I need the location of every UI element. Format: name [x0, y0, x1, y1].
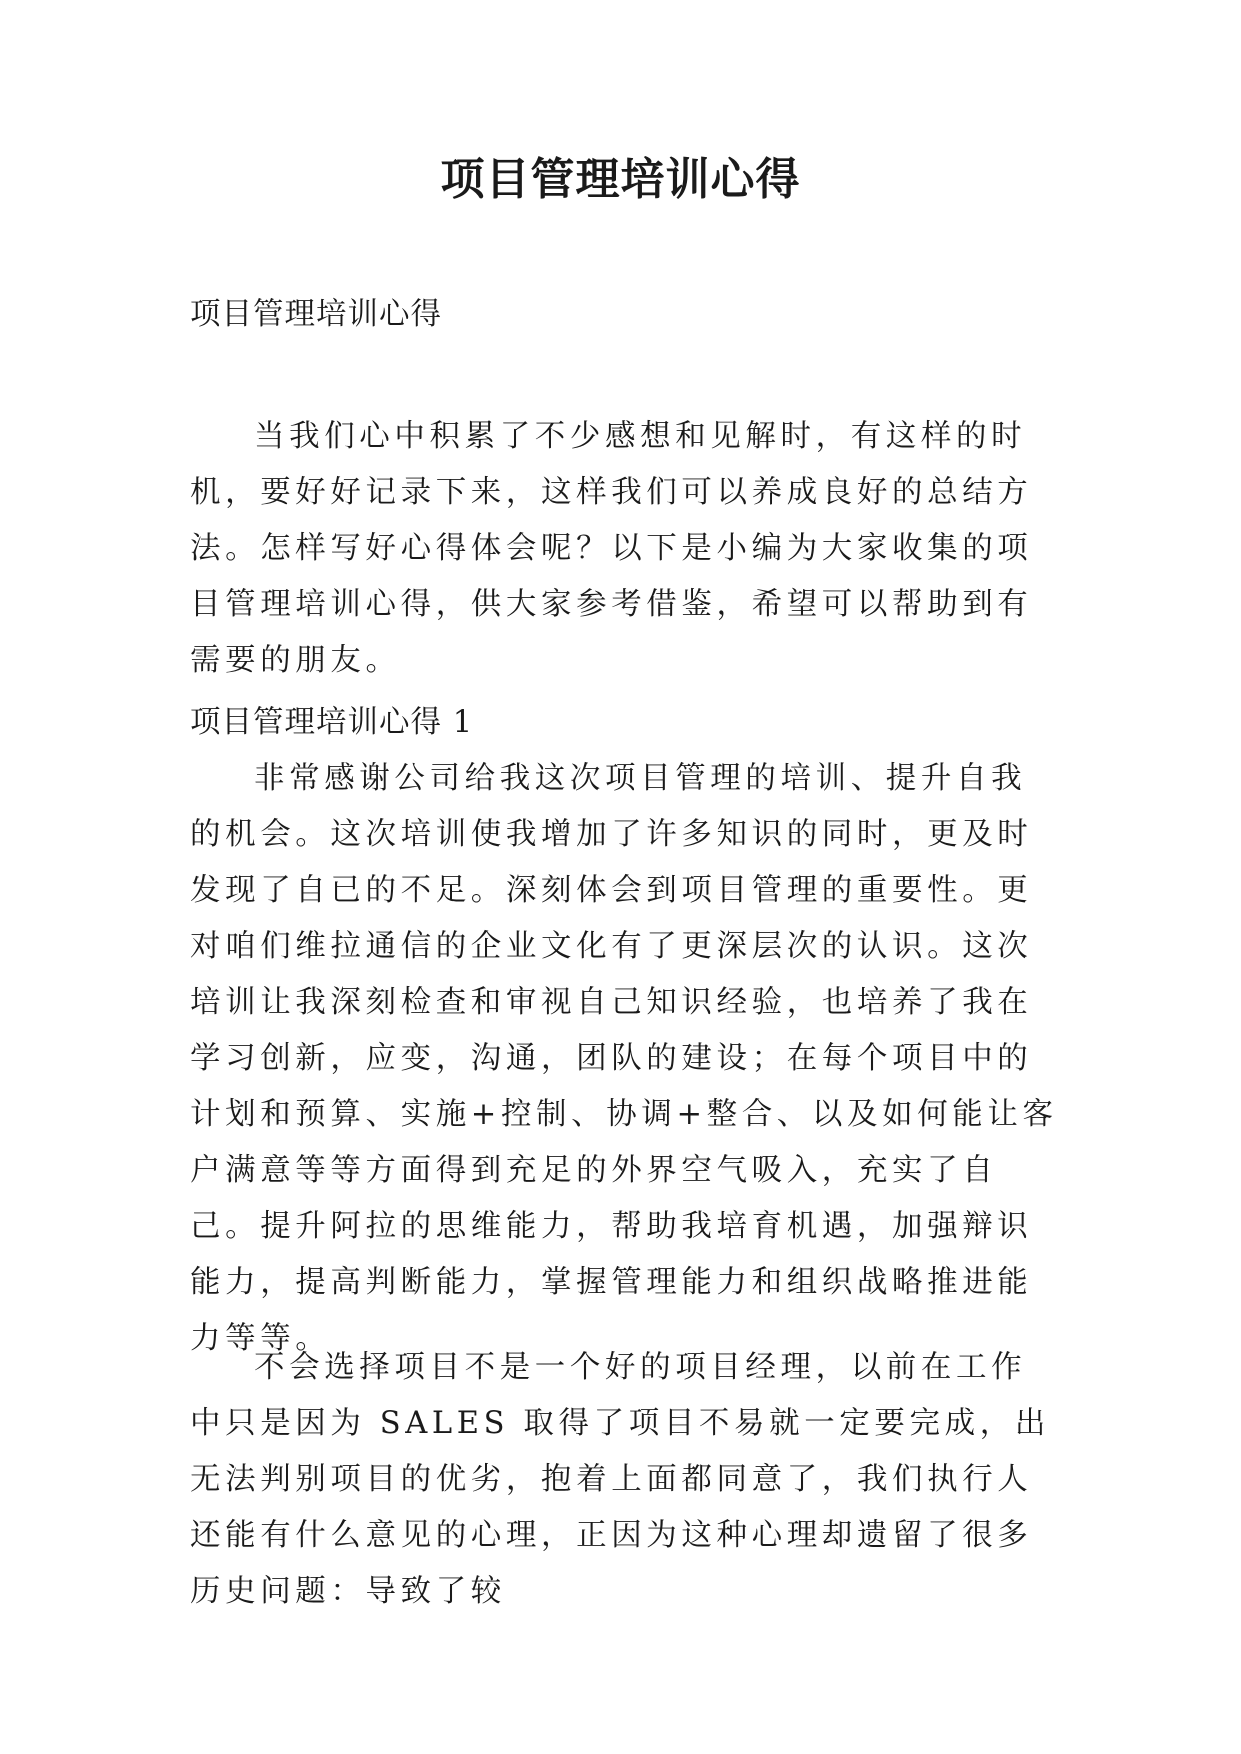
- document-subtitle: 项目管理培训心得: [190, 297, 442, 332]
- body-paragraph: 不会选择项目不是一个好的项目经理，以前在工作中只是因为 SALES 取得了项目不易就一定要完成，出无法判别项目的优劣，抱着上面都同意了，我们执行人还能有什么意见的心理，正因为这种心理却遗留了很多历史问题：导致了较: [190, 1350, 1050, 1609]
- intro-paragraph: 当我们心中积累了不少感想和见解时，有这样的时机，要好好记录下来，这样我们可以养成良好的总结方法。怎样写好心得体会呢？以下是小编为大家收集的项目管理培训心得，供大家参考借鉴，希望可以帮助到有需要的朋友。: [190, 419, 1033, 678]
- section-heading: 项目管理培训心得 1: [190, 705, 474, 740]
- document-title: 项目管理培训心得: [440, 154, 801, 205]
- body-paragraph: 非常感谢公司给我这次项目管理的培训、提升自我的机会。这次培训使我增加了许多知识的同时，更及时发现了自已的不足。深刻体会到项目管理的重要性。更对咱们维拉通信的企业文化有了更深层次的认识。这次培训让我深刻检查和审视自己知识经验，也培养了我在学习创新，应变，沟通，团队的建设；在每个项目中的计划和预算、实施+控制、协调+整合、以及如何能让客户满意等等方面得到充足的外界空气吸入，充实了自己。提升阿拉的思维能力，帮助我培育机遇，加强辩识能力，提高判断能力，掌握管理能力和组织战略推进能力等等。: [190, 761, 1058, 1356]
